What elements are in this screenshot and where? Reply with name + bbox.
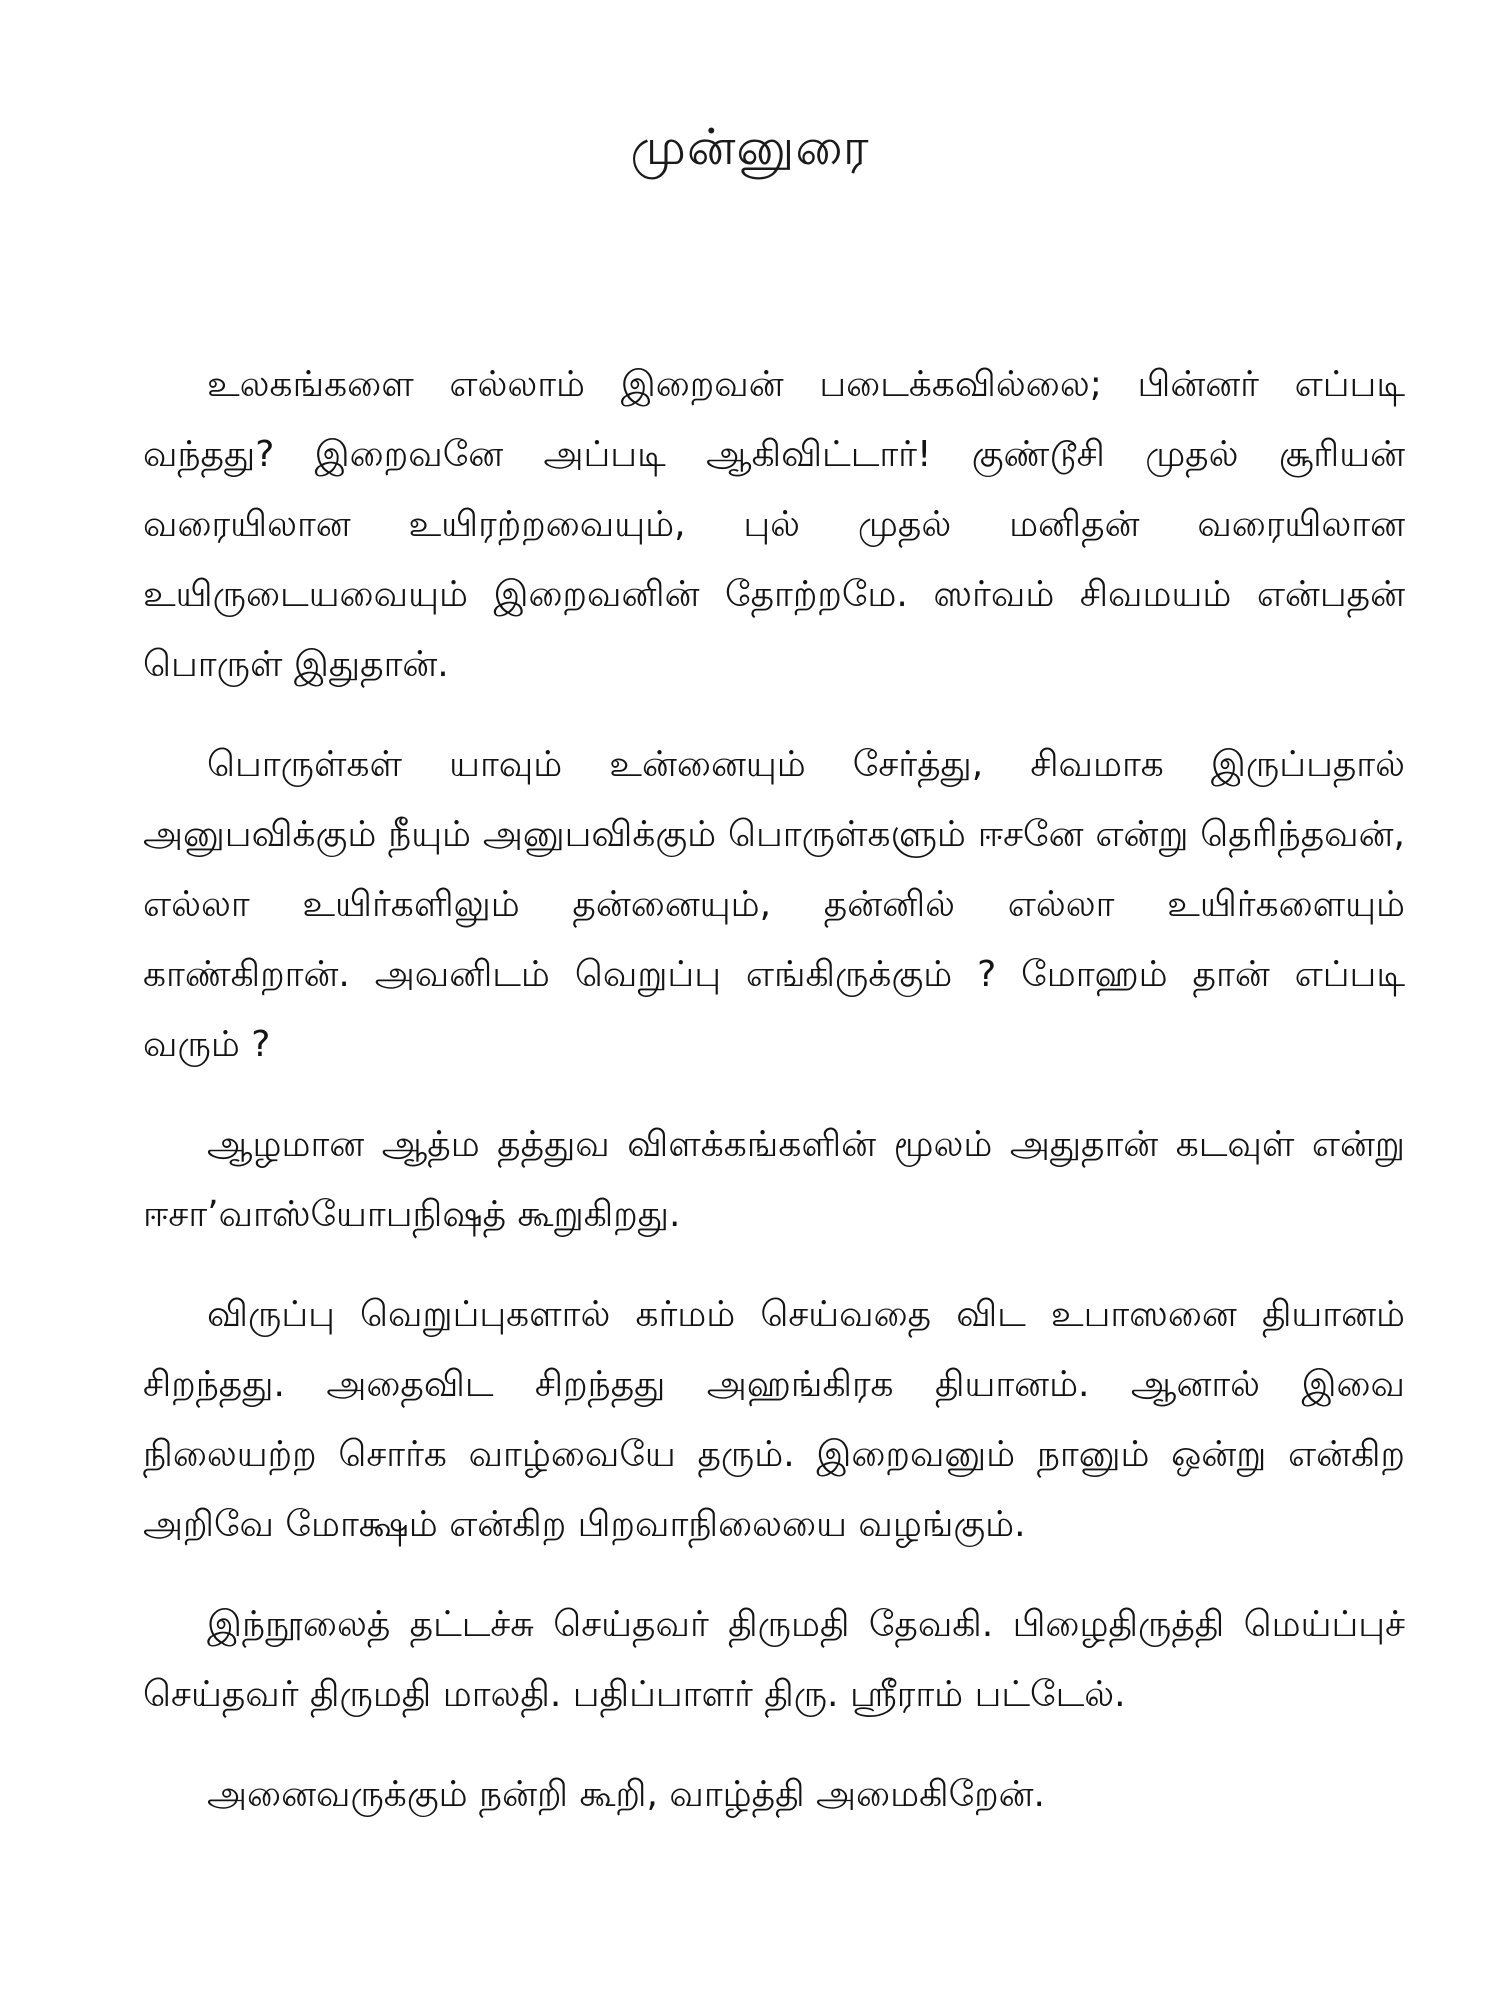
paragraph: இந்நூலைத் தட்டச்சு செய்தவர் திருமதி தேவகி. பிழைதிருத்தி மெய்ப்புச் செய்தவர் திருமதி மாலதி. பதிப்பாளர் திரு. ஸ்ரீராம் பட்டேல். [143,1604,1405,1715]
paragraph: உலகங்களை எல்லாம் இறைவன் படைக்கவில்லை; பின்னர் எப்படி வந்தது? இறைவனே அப்படி ஆகிவிட்டார்! குண்டூசி முதல் சூரியன் வரையிலான உயிரற்றவையும், புல் முதல் மனிதன் வரையிலான உயிருடையவையும் இறைவனின் தோற்றமே. ஸர்வம் சிவமயம் என்பதன் பொருள் இதுதான். [143,364,1405,685]
page-title: முன்னுரை [630,118,870,176]
paragraph: ஆழமான ஆத்ம தத்துவ விளக்கங்களின் மூலம் அதுதான் கடவுள் என்று ஈசா’வாஸ்யோபநிஷத் கூறுகிறது. [143,1124,1405,1235]
paragraph: அனைவருக்கும் நன்றி கூறி, வாழ்த்தி அமைகிறேன். [207,1774,1045,1815]
paragraph: விருப்பு வெறுப்புகளால் கர்மம் செய்வதை விட உபாஸனை தியானம் சிறந்தது. அதைவிட சிறந்தது அஹங்கிரக தியானம். ஆனால் இவை நிலையற்ற சொர்க வாழ்வையே தரும். இறைவனும் நானும் ஒன்று என்கிற அறிவே மோக்ஷம் என்கிற பிறவாநிலையை வழங்கும். [143,1294,1405,1545]
body-text [143,350,1405,1830]
paragraph: பொருள்கள் யாவும் உன்னையும் சேர்த்து, சிவமாக இருப்பதால் அனுபவிக்கும் நீயும் அனுபவிக்கும் பொருள்களும் ஈசனே என்று தெரிந்தவன், எல்லா உயிர்களிலும் தன்னையும், தன்னில் எல்லா உயிர்களையும் காண்கிறான். அவனிடம் வெறுப்பு எங்கிருக்கும் ? மோஹம் தான் எப்படி வரும் ? [143,744,1405,1065]
